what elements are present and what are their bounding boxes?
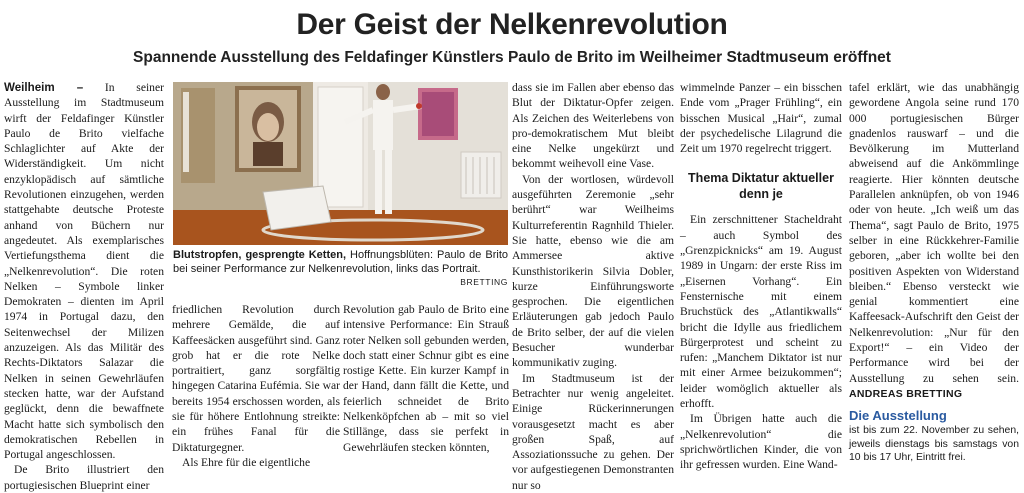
paragraph: Ein zerschnittener Stacheldraht – auch Symbol des „Grenzpicknicks“ am 19. August 1989 in Ungarn: der erste Riss im „Eisernen Vorhang“. Ein Fensternische mit einem Bruchstück des „Atlantikwalls“ bricht die Idylle aus friedlichem Bürgerprotest und scheint zu rufen: „Manchem Diktator ist nur mit einer Armee beizukommen“; leider womöglich aktueller als erhofft.: [680, 213, 842, 411]
performance-photo: [173, 82, 508, 245]
paragraph: [4, 80, 164, 462]
section-subheading: Thema Diktatur aktueller denn je: [688, 171, 834, 202]
column-1: [4, 80, 164, 493]
author-byline: ANDREAS BRETTING: [849, 387, 963, 400]
info-box-title: Die Ausstellung: [849, 408, 947, 424]
column-5: [680, 80, 842, 473]
info-box-text: ist bis zum 22. November zu sehen, jeweils dienstags bis samstags von 10 bis 17 Uhr, Eintritt frei.: [849, 425, 1019, 464]
paragraph: Als Ehre für die eigentliche: [182, 455, 311, 469]
column-2: [172, 302, 340, 470]
dateline: Weilheim –: [4, 81, 84, 94]
photo-credit: BRETTING: [460, 277, 508, 287]
paragraph: Im Stadtmuseum ist der Betrachter nur wenig angeleitet. Einige Rückerinnerungen vorausgesetzt macht es aber großen Spaß, auf Assoziationssuche zu gehen. Der vor aufgestiegenen Demonstranten nur so: [512, 371, 674, 492]
photo-illustration: [173, 82, 508, 245]
subheadline: Spannende Ausstellung des Feldafinger Künstlers Paulo de Brito im Weilheimer Stadtmuseum eröffnet: [133, 49, 891, 66]
paragraph-text: In seiner Ausstellung im Stadtmuseum wirft der Feldafinger Künstler Paulo de Brito vielfache Schlaglichter auf Akte der Widerständigkeit. Um nicht enzyklopädisch auf sämtliche Revolutionen einzugehen, werden stattgehabte deutsche Proteste anhand von Büchern nur angedeutet. Als exemplarisches Vertiefungsthema dient die „Nelkenrevolution“. Die roten Nelken – Symbole linker Demokraten – dienten im April 1974 in Portugal dazu, den Seitenwechsel der Milizen anzuzeigen. Als das Militär des Rechts-Diktators Salazar die Nelken in seinen Gewehrläufen stecken hatte, war der Aufstand geglückt, denn die bewaffnete Macht hatte sich symbolisch den demokratischen Rebellen in Portugal angeschlossen.: [4, 81, 164, 462]
column-3: [343, 302, 509, 455]
photo-caption: [173, 248, 508, 276]
paragraph: friedlichen Revolution durch mehrere Gemälde, die auf Kaffeesäcken ausgeführt sind. Ganz grob hat er die rote Nelke portraitiert, ganz sorgfältig hingegen Catarina Eufémia. Sie war bereits 1954 erschossen worden, als sie für höhere Entlohnung streikte: ein frühes Fanal für die Diktaturgegner.: [172, 303, 340, 454]
caption-bold: Blutstropfen, gesprengte Ketten,: [173, 249, 347, 261]
paragraph: wimmelnde Panzer – ein bisschen Ende vom „Prager Frühling“, ein bisschen Musical „Hair“, zumal der psychedelische Lilagrund die Zeit um 1970 regelrecht triggert.: [680, 81, 842, 156]
paragraph: De Brito illustriert den portugiesischen Blueprint einer: [4, 463, 164, 492]
paragraph: dass sie im Fallen aber ebenso das Blut der Diktatur-Opfer zeigen. Als Zeichen des Weiterlebens von pro-demokratischem Mut bleibt eine Nelke ungekürzt und bekommt weihevoll eine Vase.: [512, 81, 674, 171]
paragraph: Im Übrigen hatte auch die „Nelkenrevolution“ die sprichwörtlichen Kinder, die von ihr gefressen wurden. Eine Wand-: [680, 412, 842, 472]
column-4: [512, 80, 674, 493]
paragraph-text: tafel erklärt, wie das unabhängig gewordene Angola seine rund 170 000 portugiesischen Bürger gnadenlos rauswarf – und die Bevölkerung im Mutterland abweisend auf die Ankömmlinge reagierte. Hier könnten deutsche Parallelen anknüpfen, ob von 1946 oder von heute. „Ich weiß um das Thema“, sagt Paulo de Brito, 1975 selber in eine Rückkehrer-Familie geboren, „aber ich wollte bei den positiven Aspekten von Widerstand bleiben.“ Ebenso versteckt wie genial kommentiert eine Kaffeesack-Aufschrift den Geist der Nelkenrevolution: „Nur für den Export!“ – ein Video der Performance wird bei der Ausstellung zu sehen sein.: [849, 81, 1019, 385]
column-6: [849, 80, 1019, 465]
paragraph: [849, 80, 1019, 402]
paragraph: Revolution gab Paulo de Brito eine intensive Performance: Ein Strauß roter Nelken soll gebunden werden, doch statt einer Schnur gibt es eine rostige Kette. Ein kurzer Kampf in der Hand, dann fällt die Kette, und feierlich schneidet de Brito Nelkenköpfchen ab – mit so viel Stillänge, dass sie perfekt in Gewehrläufen stecken könnten,: [343, 303, 509, 454]
headline: Der Geist der Nelkenrevolution: [296, 8, 728, 41]
caption-text: Hoffnungsblüten: Paulo de Brito bei seiner Performance zur Nelkenrevolution, links das Portrait.: [173, 249, 508, 275]
paragraph: Von der wortlosen, würdevoll ausgeführten Zeremonie „sehr berührt“ war Weilheims Kulturreferentin Ragnhild Thieler. Sie hatte, ebenso wie die am Ammersee aktive Kunsthistorikerin Silvia Dobler, kurze Einführungsworte gesprochen. Die eigentlichen Erläuterungen gab jedoch Paulo de Brito selber, der auf die vielen Besucher wunderbar kommunikativ zuging.: [512, 172, 674, 370]
